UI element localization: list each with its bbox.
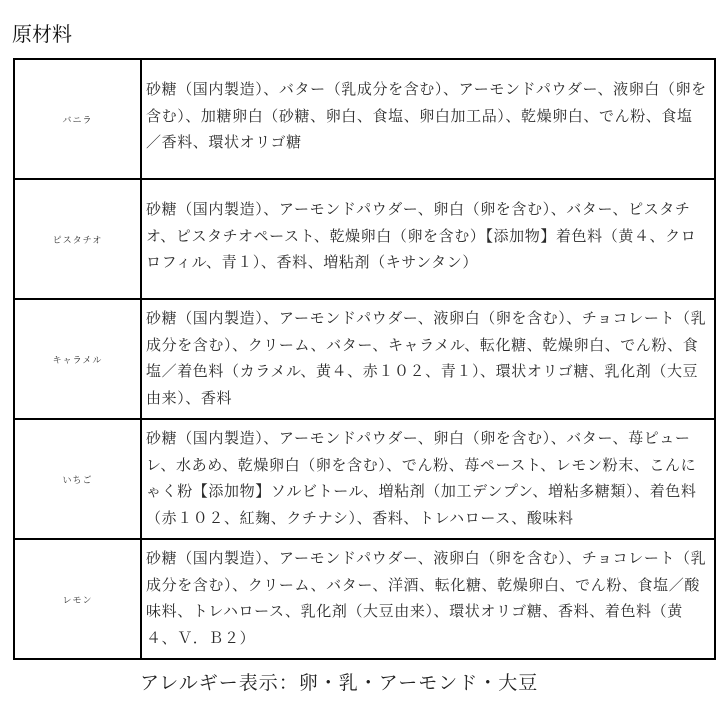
ingredients-text: 砂糖（国内製造）、アーモンドパウダー、卵白（卵を含む）、バター、ピスタチオ、ピスタチオペースト、乾燥卵白（卵を含む）【添加物】着色料（黄４、クロロフィル、青１）、香料、増粘剤（キサンタン） [146, 200, 697, 271]
page-title: 原材料 [12, 22, 72, 46]
flavor-label: いちご [15, 420, 142, 538]
flavor-label: レモン [15, 540, 142, 658]
ingredients-text: 砂糖（国内製造）、アーモンドパウダー、液卵白（卵を含む）、チョコレート（乳成分を含む）、クリーム、バター、洋酒、転化糖、乾燥卵白、でん粉、食塩／酸味料、トレハロース、乳化剤（大豆由来）、環状オリゴ糖、香料、着色料（黄４、Ｖ．Ｂ２） [146, 549, 707, 647]
allergy-notice: アレルギー表示：卵・乳・アーモンド・大豆 [140, 672, 539, 694]
ingredients-table [13, 58, 716, 660]
ingredients-cell [142, 60, 714, 178]
ingredients-cell [142, 420, 714, 538]
ingredients-text: 砂糖（国内製造）、アーモンドパウダー、液卵白（卵を含む）、チョコレート（乳成分を含む）、クリーム、バター、キャラメル、転化糖、乾燥卵白、でん粉、食塩／着色料（カラメル、黄４、赤１０２、青１）、環状オリゴ糖、乳化剤（大豆由来）、香料 [146, 309, 707, 407]
table-row-lemon [15, 540, 714, 658]
ingredients-cell [142, 300, 714, 418]
flavor-label: バニラ [15, 60, 142, 178]
table-row-strawberry [15, 420, 714, 540]
flavor-label: ピスタチオ [15, 180, 142, 298]
ingredients-cell [142, 180, 714, 298]
table-row-caramel [15, 300, 714, 420]
table-row-vanilla [15, 60, 714, 180]
ingredients-cell [142, 540, 714, 658]
table-row-pistachio [15, 180, 714, 300]
ingredients-text: 砂糖（国内製造）、バター（乳成分を含む）、アーモンドパウダー、液卵白（卵を含む）、加糖卵白（砂糖、卵白、食塩、卵白加工品）、乾燥卵白、でん粉、食塩／香料、環状オリゴ糖 [146, 80, 707, 151]
flavor-label: キャラメル [15, 300, 142, 418]
ingredients-text: 砂糖（国内製造）、アーモンドパウダー、卵白（卵を含む）、バター、苺ピューレ、水あめ、乾燥卵白（卵を含む）、でん粉、苺ペースト、レモン粉末、こんにゃく粉【添加物】ソルビトール、増粘剤（加工デンプン、増粘多糖類）、着色料（赤１０２、紅麹、クチナシ）、香料、トレハロース、酸味料 [146, 429, 697, 527]
